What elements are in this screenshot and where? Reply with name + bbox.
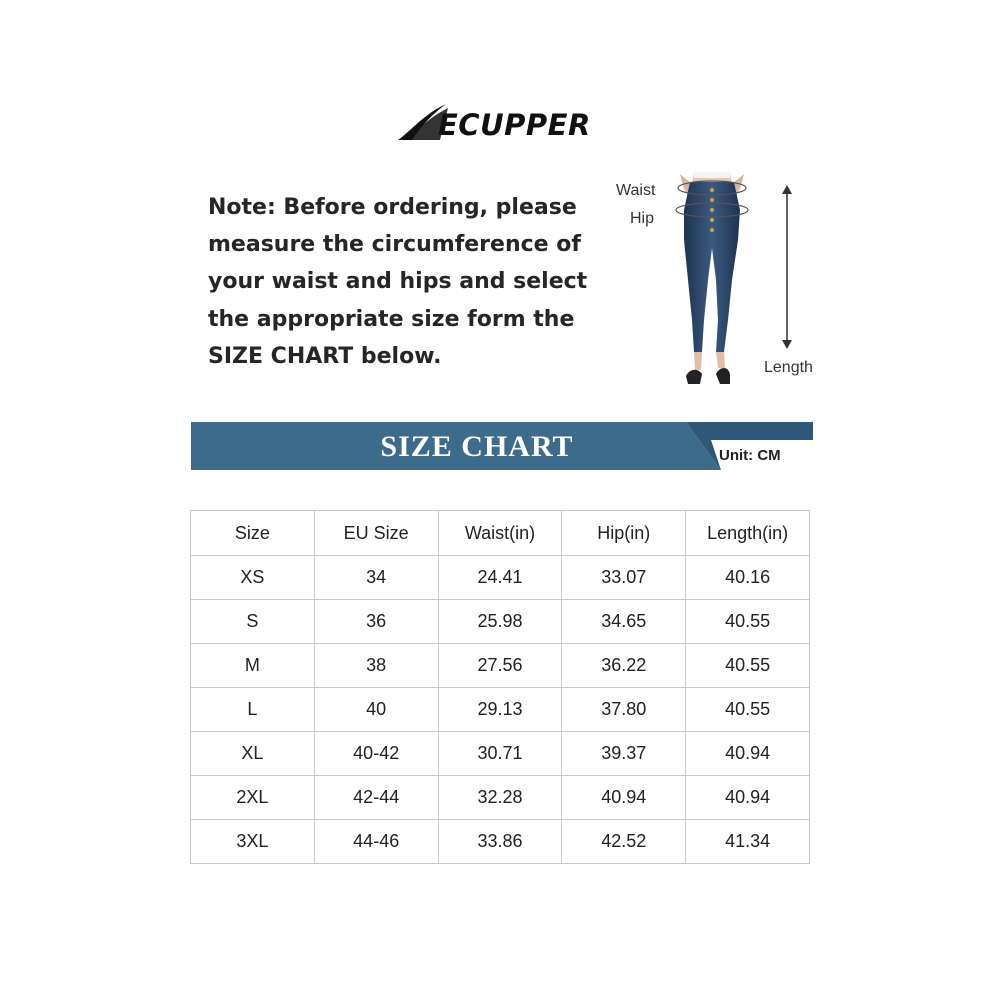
table-row — [191, 732, 810, 776]
model-figure — [612, 170, 832, 395]
length-label: Length — [764, 359, 813, 376]
table-cell: 36.22 — [562, 644, 686, 688]
header-length: Length(in) — [686, 511, 810, 556]
size-chart-banner — [191, 422, 813, 470]
table-cell: 40.55 — [686, 644, 810, 688]
table-cell: 42.52 — [562, 820, 686, 864]
unit-label: Unit: CM — [719, 447, 781, 464]
table-row — [191, 776, 810, 820]
size-chart-title: SIZE CHART — [380, 430, 574, 463]
size-table — [190, 510, 810, 864]
table-cell: 42-44 — [314, 776, 438, 820]
note-line: measure the circumference of — [208, 232, 581, 258]
note-line: Note: Before ordering, please — [208, 195, 577, 220]
table-row — [191, 688, 810, 732]
table-cell: S — [191, 600, 315, 644]
table-cell: 38 — [314, 644, 438, 688]
table-cell: 40.16 — [686, 556, 810, 600]
note-line: the appropriate size form the — [208, 306, 575, 332]
table-row — [191, 556, 810, 600]
table-cell: 33.07 — [562, 556, 686, 600]
table-cell: 33.86 — [438, 820, 562, 864]
table-cell: 44-46 — [314, 820, 438, 864]
table-header-row — [191, 511, 810, 556]
header-waist: Waist(in) — [438, 511, 562, 556]
table-cell: 40 — [314, 688, 438, 732]
table-row — [191, 820, 810, 864]
table-cell: 27.56 — [438, 644, 562, 688]
table-cell: L — [191, 688, 315, 732]
table-cell: 40.55 — [686, 600, 810, 644]
table-cell: 40.55 — [686, 688, 810, 732]
measurement-note — [208, 189, 588, 375]
table-cell: 2XL — [191, 776, 315, 820]
table-cell: 34 — [314, 556, 438, 600]
table-row — [191, 644, 810, 688]
header-hip: Hip(in) — [562, 511, 686, 556]
table-cell: M — [191, 644, 315, 688]
table-cell: 34.65 — [562, 600, 686, 644]
waist-label: Waist — [616, 182, 656, 199]
table-cell: 36 — [314, 600, 438, 644]
table-cell: 40.94 — [686, 776, 810, 820]
brand-name: ECUPPER — [438, 108, 591, 142]
header-size: Size — [191, 511, 315, 556]
table-cell: 3XL — [191, 820, 315, 864]
table-cell: 40.94 — [686, 732, 810, 776]
note-line: your waist and hips and select — [208, 269, 588, 295]
table-cell: XL — [191, 732, 315, 776]
table-cell: 29.13 — [438, 688, 562, 732]
table-row — [191, 600, 810, 644]
note-line: SIZE CHART below. — [208, 343, 442, 369]
table-cell: 40.94 — [562, 776, 686, 820]
table-cell: 37.80 — [562, 688, 686, 732]
table-cell: 25.98 — [438, 600, 562, 644]
table-cell: 40-42 — [314, 732, 438, 776]
table-cell: 39.37 — [562, 732, 686, 776]
brand-logo — [396, 100, 606, 146]
header-eu-size: EU Size — [314, 511, 438, 556]
hip-label: Hip — [630, 210, 655, 227]
table-cell: 30.71 — [438, 732, 562, 776]
table-cell: 32.28 — [438, 776, 562, 820]
table-cell: XS — [191, 556, 315, 600]
table-cell: 24.41 — [438, 556, 562, 600]
table-cell: 41.34 — [686, 820, 810, 864]
